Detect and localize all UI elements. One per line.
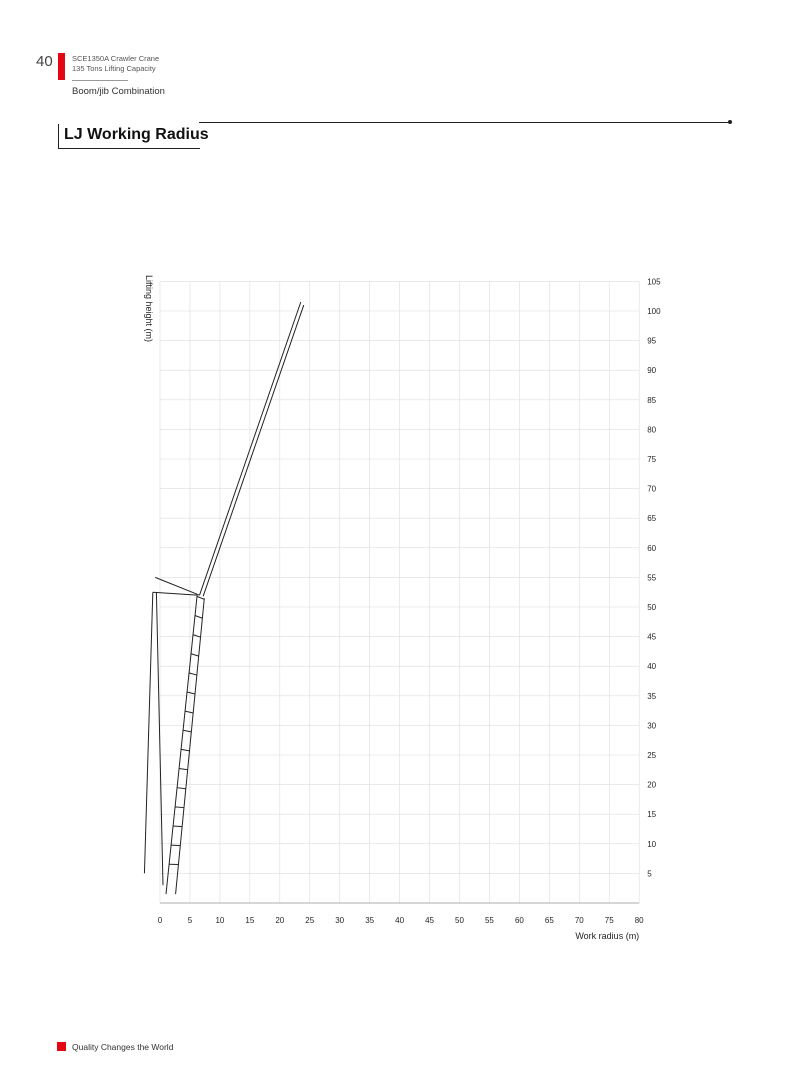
y-tick-label: 25 — [647, 751, 657, 760]
x-tick-label: 5 — [187, 916, 193, 925]
jib-85-chord — [203, 305, 304, 596]
y-tick-label: 35 — [647, 691, 657, 701]
y-tick-label: 85 — [647, 395, 657, 405]
y-axis-label: Lifting height (m) — [144, 275, 154, 343]
boom-lacing — [195, 615, 202, 618]
page-number: 40 — [36, 53, 53, 70]
x-tick-label: 75 — [604, 916, 614, 925]
x-tick-label: 30 — [335, 916, 345, 925]
y-tick-label: 45 — [647, 632, 657, 642]
y-tick-label: 75 — [647, 455, 657, 464]
y-tick-label: 65 — [647, 514, 657, 524]
y-tick-label: 10 — [647, 839, 657, 849]
x-tick-label: 15 — [245, 916, 255, 925]
x-tick-label: 55 — [484, 916, 494, 925]
main-boom-left-chord — [166, 595, 197, 894]
x-tick-label: 35 — [365, 916, 375, 925]
y-tick-label: 90 — [647, 366, 657, 376]
x-axis-label: Work radius (m) — [575, 931, 640, 941]
y-tick-label: 105 — [647, 277, 661, 287]
x-tick-label: 25 — [305, 916, 315, 925]
y-tick-label: 95 — [647, 336, 657, 346]
boom-lacing — [179, 769, 188, 770]
boom-lacing — [175, 807, 184, 808]
grid — [160, 281, 639, 903]
section-name: Boom/jib Combination — [72, 86, 165, 97]
y-tick-label: 15 — [647, 810, 657, 820]
x-tick-label: 40 — [395, 916, 405, 925]
boom-lacing — [191, 654, 199, 656]
x-tick-label: 50 — [455, 916, 464, 925]
y-tick-label: 30 — [647, 721, 657, 731]
y-tick-label: 5 — [647, 869, 652, 879]
x-tick-label: 45 — [425, 916, 435, 925]
boom-lacing — [173, 826, 182, 827]
y-tick-label: 70 — [647, 484, 657, 494]
boom-lacing — [181, 749, 189, 750]
y-tick-label: 40 — [647, 662, 657, 672]
page-title: LJ Working Radius — [64, 126, 209, 143]
y-tick-label: 100 — [647, 307, 661, 316]
x-tick-label: 70 — [574, 916, 584, 925]
y-tick-label: 55 — [647, 573, 657, 583]
y-tick-label: 80 — [647, 425, 657, 435]
backstay-pendant — [144, 592, 152, 873]
y-tick-label: 20 — [647, 780, 657, 790]
boom-tie — [153, 592, 197, 595]
x-tick-label: 20 — [275, 916, 285, 925]
boom-lacing — [177, 788, 186, 789]
footer-slogan: Quality Changes the World — [72, 1042, 174, 1052]
x-tick-label: 65 — [544, 916, 554, 925]
x-tick-label: 0 — [157, 916, 163, 925]
boom-lacing — [187, 692, 195, 694]
x-tick-label: 10 — [215, 916, 225, 925]
x-tick-label: 80 — [634, 916, 644, 925]
x-tick-label: 60 — [514, 916, 524, 925]
boom-lacing — [197, 596, 204, 599]
footer-mark — [57, 1042, 66, 1051]
model-line-2: 135 Tons Lifting Capacity — [72, 64, 156, 73]
model-line-1: SCE1350A Crawler Crane — [72, 54, 160, 63]
y-tick-label: 50 — [647, 603, 657, 612]
boom-lacing — [185, 711, 193, 713]
y-tick-label: 60 — [647, 543, 657, 553]
